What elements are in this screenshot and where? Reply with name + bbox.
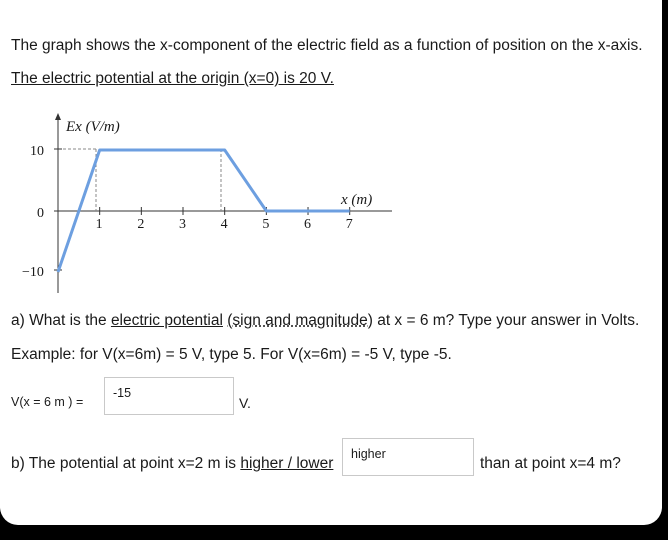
x-tick-label-1: 1 — [95, 217, 103, 232]
question-a-text — [11, 312, 639, 330]
x-tick-label-3: 3 — [179, 217, 187, 232]
x-tick-label-6: 6 — [304, 217, 312, 232]
intro-text: The graph shows the x-component of the electric field as a function of position on the x-axis. — [11, 37, 643, 54]
question-a-suffix: at x = 6 m? Type your answer in Volts. — [372, 312, 640, 329]
x-axis-label: x (m) — [341, 192, 373, 208]
y-tick-label-neg10: −10 — [22, 265, 44, 280]
y-tick-label-10: 10 — [30, 144, 44, 159]
answer-a-unit: V. — [239, 395, 251, 411]
question-b-prefix-text — [11, 455, 333, 473]
intro-potential-text: The electric potential at the origin (x=0) is 20 V. — [11, 70, 334, 87]
electric-potential-link[interactable]: electric potential — [110, 312, 223, 329]
y-axis-label: Ex (V/m) — [66, 119, 120, 135]
sign-magnitude-link[interactable]: (sign and magnitude) — [227, 312, 373, 329]
x-tick-label-7: 7 — [345, 217, 353, 232]
y-tick-label-0: 0 — [37, 206, 44, 221]
x-tick-labels — [96, 217, 353, 232]
y-axis-arrow — [55, 113, 61, 120]
x-tick-label-2: 2 — [137, 217, 145, 232]
question-a-prefix: a) What is the — [11, 312, 111, 329]
question-b-prefix: b) The potential at point x=2 m is — [11, 455, 241, 472]
question-b-suffix: than at point x=4 m? — [480, 455, 621, 472]
electric-field-graph — [0, 105, 420, 300]
answer-b-input[interactable]: higher — [342, 438, 474, 476]
x-tick-label-5: 5 — [262, 217, 270, 232]
x-tick-label-4: 4 — [220, 217, 228, 232]
question-a-example: Example: for V(x=6m) = 5 V, type 5. For V(x=6m) = -5 V, type -5. — [11, 346, 452, 363]
higher-lower-link[interactable]: higher / lower — [240, 455, 334, 472]
answer-a-label: V(x = 6 m ) = — [11, 395, 84, 409]
answer-a-input[interactable]: -15 — [104, 377, 234, 415]
